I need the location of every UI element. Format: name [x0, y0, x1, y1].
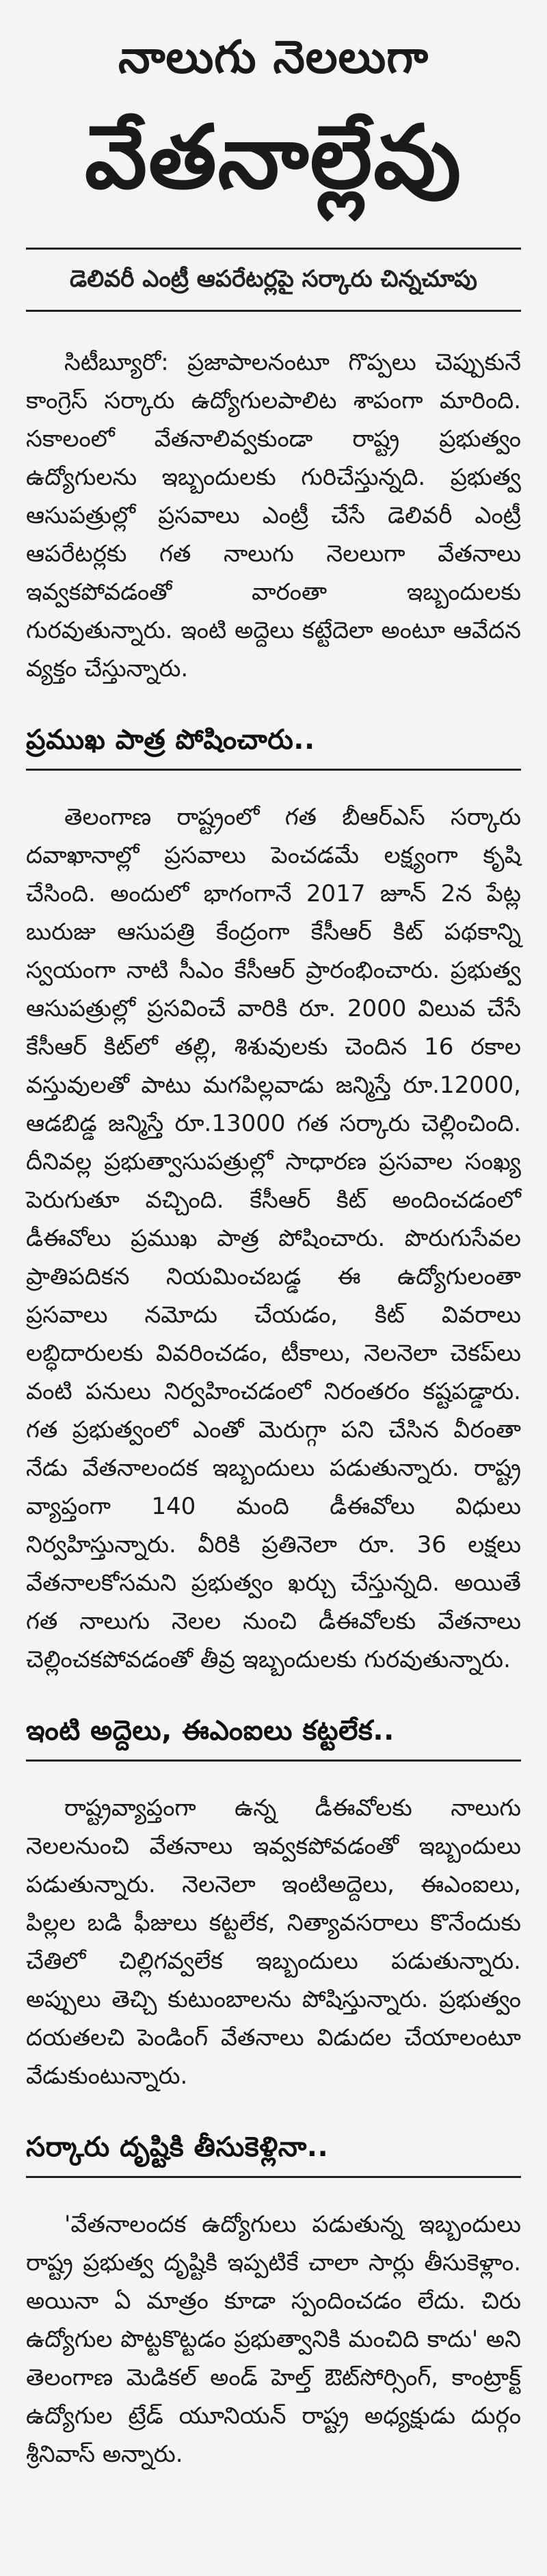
- lead-paragraph: సిటీబ్యూరో: ప్రజాపాలనంటూ గొప్పలు చెప్పుకునే కాంగ్రెస్ సర్కారు ఉద్యోగులపాలిట శాపంగా మారింది. సకాలంలో వేతనాలివ్వకుండా రాష్ట్ర ప్రభుత్వం ఉద్యోగులను ఇబ్బందులకు గురిచేస్తున్నది. ప్రభుత్వ ఆసుపత్రుల్లో ప్రసవాలు ఎంట్రీ చేసే డెలివరీ ఎంట్రీ ఆపరేటర్లకు గత నాలుగు నెలలుగా వేతనాలు ఇవ్వకపోవడంతో వారంతా ఇబ్బందులకు గురవుతున్నారు. ఇంటి అద్దెలు కట్టేదెలా అంటూ ఆవేదన వ్యక్తం చేస్తున్నారు.: [26, 349, 521, 682]
- headline: వేతనాల్లేవు: [84, 107, 463, 209]
- section-title: సర్కారు దృష్టికి తీసుకెళ్లినా..: [26, 2132, 329, 2163]
- section-heading-role: [26, 715, 521, 771]
- section-heading-government-attention: [26, 2123, 521, 2178]
- section-paragraph-government-attention: 'వేతనాలందక ఉద్యోగులు పడుతున్న ఇబ్బందులు రాష్ట్ర ప్రభుత్వ దృష్టికి ఇప్పటికే చాలా సార్లు తీసుకెళ్లాం. అయినా ఏ మాత్రం కూడా స్పందించడం లేదు. చిరు ఉద్యోగుల పొట్టకొట్టడం ప్రభుత్వానికి మంచిది కాదు' అని తెలంగాణ మెడికల్ అండ్ హెల్త్ ఔట్‌సోర్సింగ్, కాంట్రాక్ట్ ఉద్యోగుల ట్రేడ్ యూనియన్ రాష్ట్ర అధ్యక్షుడు దుర్గం శ్రీనివాస్ అన్నారు.: [26, 2211, 521, 2468]
- section-paragraph-role: తెలంగాణ రాష్ట్రంలో గత బీఆర్ఎస్ సర్కారు దవాఖానాల్లో ప్రసవాలు పెంచడమే లక్ష్యంగా కృషి చేసింది. అందులో భాగంగానే 2017 జూన్ 2న పేట్ల బురుజు ఆసుపత్రి కేంద్రంగా కేసీఆర్ కిట్ పథకాన్ని స్వయంగా నాటి సీఎం కేసీఆర్ ప్రారంభించారు. ప్రభుత్వ ఆసుపత్రుల్లో ప్రసవించే వారికి రూ. 2000 విలువ చేసే కేసీఆర్ కిట్‌లో తల్లి, శిశువులకు చెందిన 16 రకాల వస్తువులతో పాటు మగపిల్లవాడు జన్మిస్తే రూ.12000, ఆడబిడ్డ జన్మిస్తే రూ.13000 గత సర్కారు చెల్లించింది. దీనివల్ల ప్రభుత్వాసుపత్రుల్లో సాధారణ ప్రసవాల సంఖ్య పెరుగుతూ వచ్చింది. కేసీఆర్ కిట్ అందించడంలో డీఈవోలు ప్రముఖ పాత్ర పోషించారు. పొరుగుసేవల ప్రాతిపదికన నియమించబడ్డ ఈ ఉద్యోగులంతా ప్రసవాలు నమోదు చేయడం, కిట్ వివరాలు లబ్ధిదారులకు వివరించడం, టీకాలు, నెలనెలా చెకప్‌లు వంటి పనులు నిర్వహించడంలో నిరంతరం కష్టపడ్డారు. గత ప్రభుత్వంలో ఎంతో మెరుగ్గా పని చేసిన వీరంతా నేడు వేతనాలందక ఇబ్బందులు పడుతున్నారు. రాష్ట్ర వ్యాప్తంగా 140 మంది డీఈవోలు విధులు నిర్వహిస్తున్నారు. వీరికి ప్రతినెలా రూ. 36 లక్షలు వేతనాలకోసమని ప్రభుత్వం ఖర్చు చేస్తున్నది. అయితే గత నాలుగు నెలల నుంచి డీఈవోలకు వేతనాలు చెల్లించకపోవడంతో తీవ్ర ఇబ్బందులకు గురవుతున్నారు.: [26, 804, 521, 1673]
- subheadline-box: [26, 248, 521, 312]
- section-paragraph-rent-emi: రాష్ట్రవ్యాప్తంగా ఉన్న డీఈవోలకు నాలుగు నెలలనుంచి వేతనాలు ఇవ్వకపోవడంతో ఇబ్బందులు పడుతున్నారు. నెలనెలా ఇంటిఅద్దెలు, ఈఎంఐలు, పిల్లల బడి ఫీజులు కట్టలేక, నిత్యావసరాలు కొనేందుకు చేతిలో చిల్లిగవ్వలేక ఇబ్బందులు పడుతున్నారు. అప్పులు తెచ్చి కుటుంబాలను పోషిస్తున్నారు. ప్రభుత్వం దయతలచి పెండింగ్ వేతనాలు విడుదల చేయాలంటూ వేడుకుంటున్నారు.: [26, 1794, 521, 2090]
- section-heading-rent-emi: [26, 1706, 521, 1762]
- section-title: ఇంటి అద్దెలు, ఈఎంఐలు కట్టలేక..: [26, 1715, 395, 1747]
- subheadline: డెలివరీ ఎంట్రీ ఆపరేటర్లపై సర్కారు చిన్నచూపు: [70, 265, 477, 293]
- headline-kicker: నాలుగు నెలలుగా: [118, 31, 429, 83]
- section-title: ప్రముఖ పాత్ర పోషించారు..: [26, 724, 315, 756]
